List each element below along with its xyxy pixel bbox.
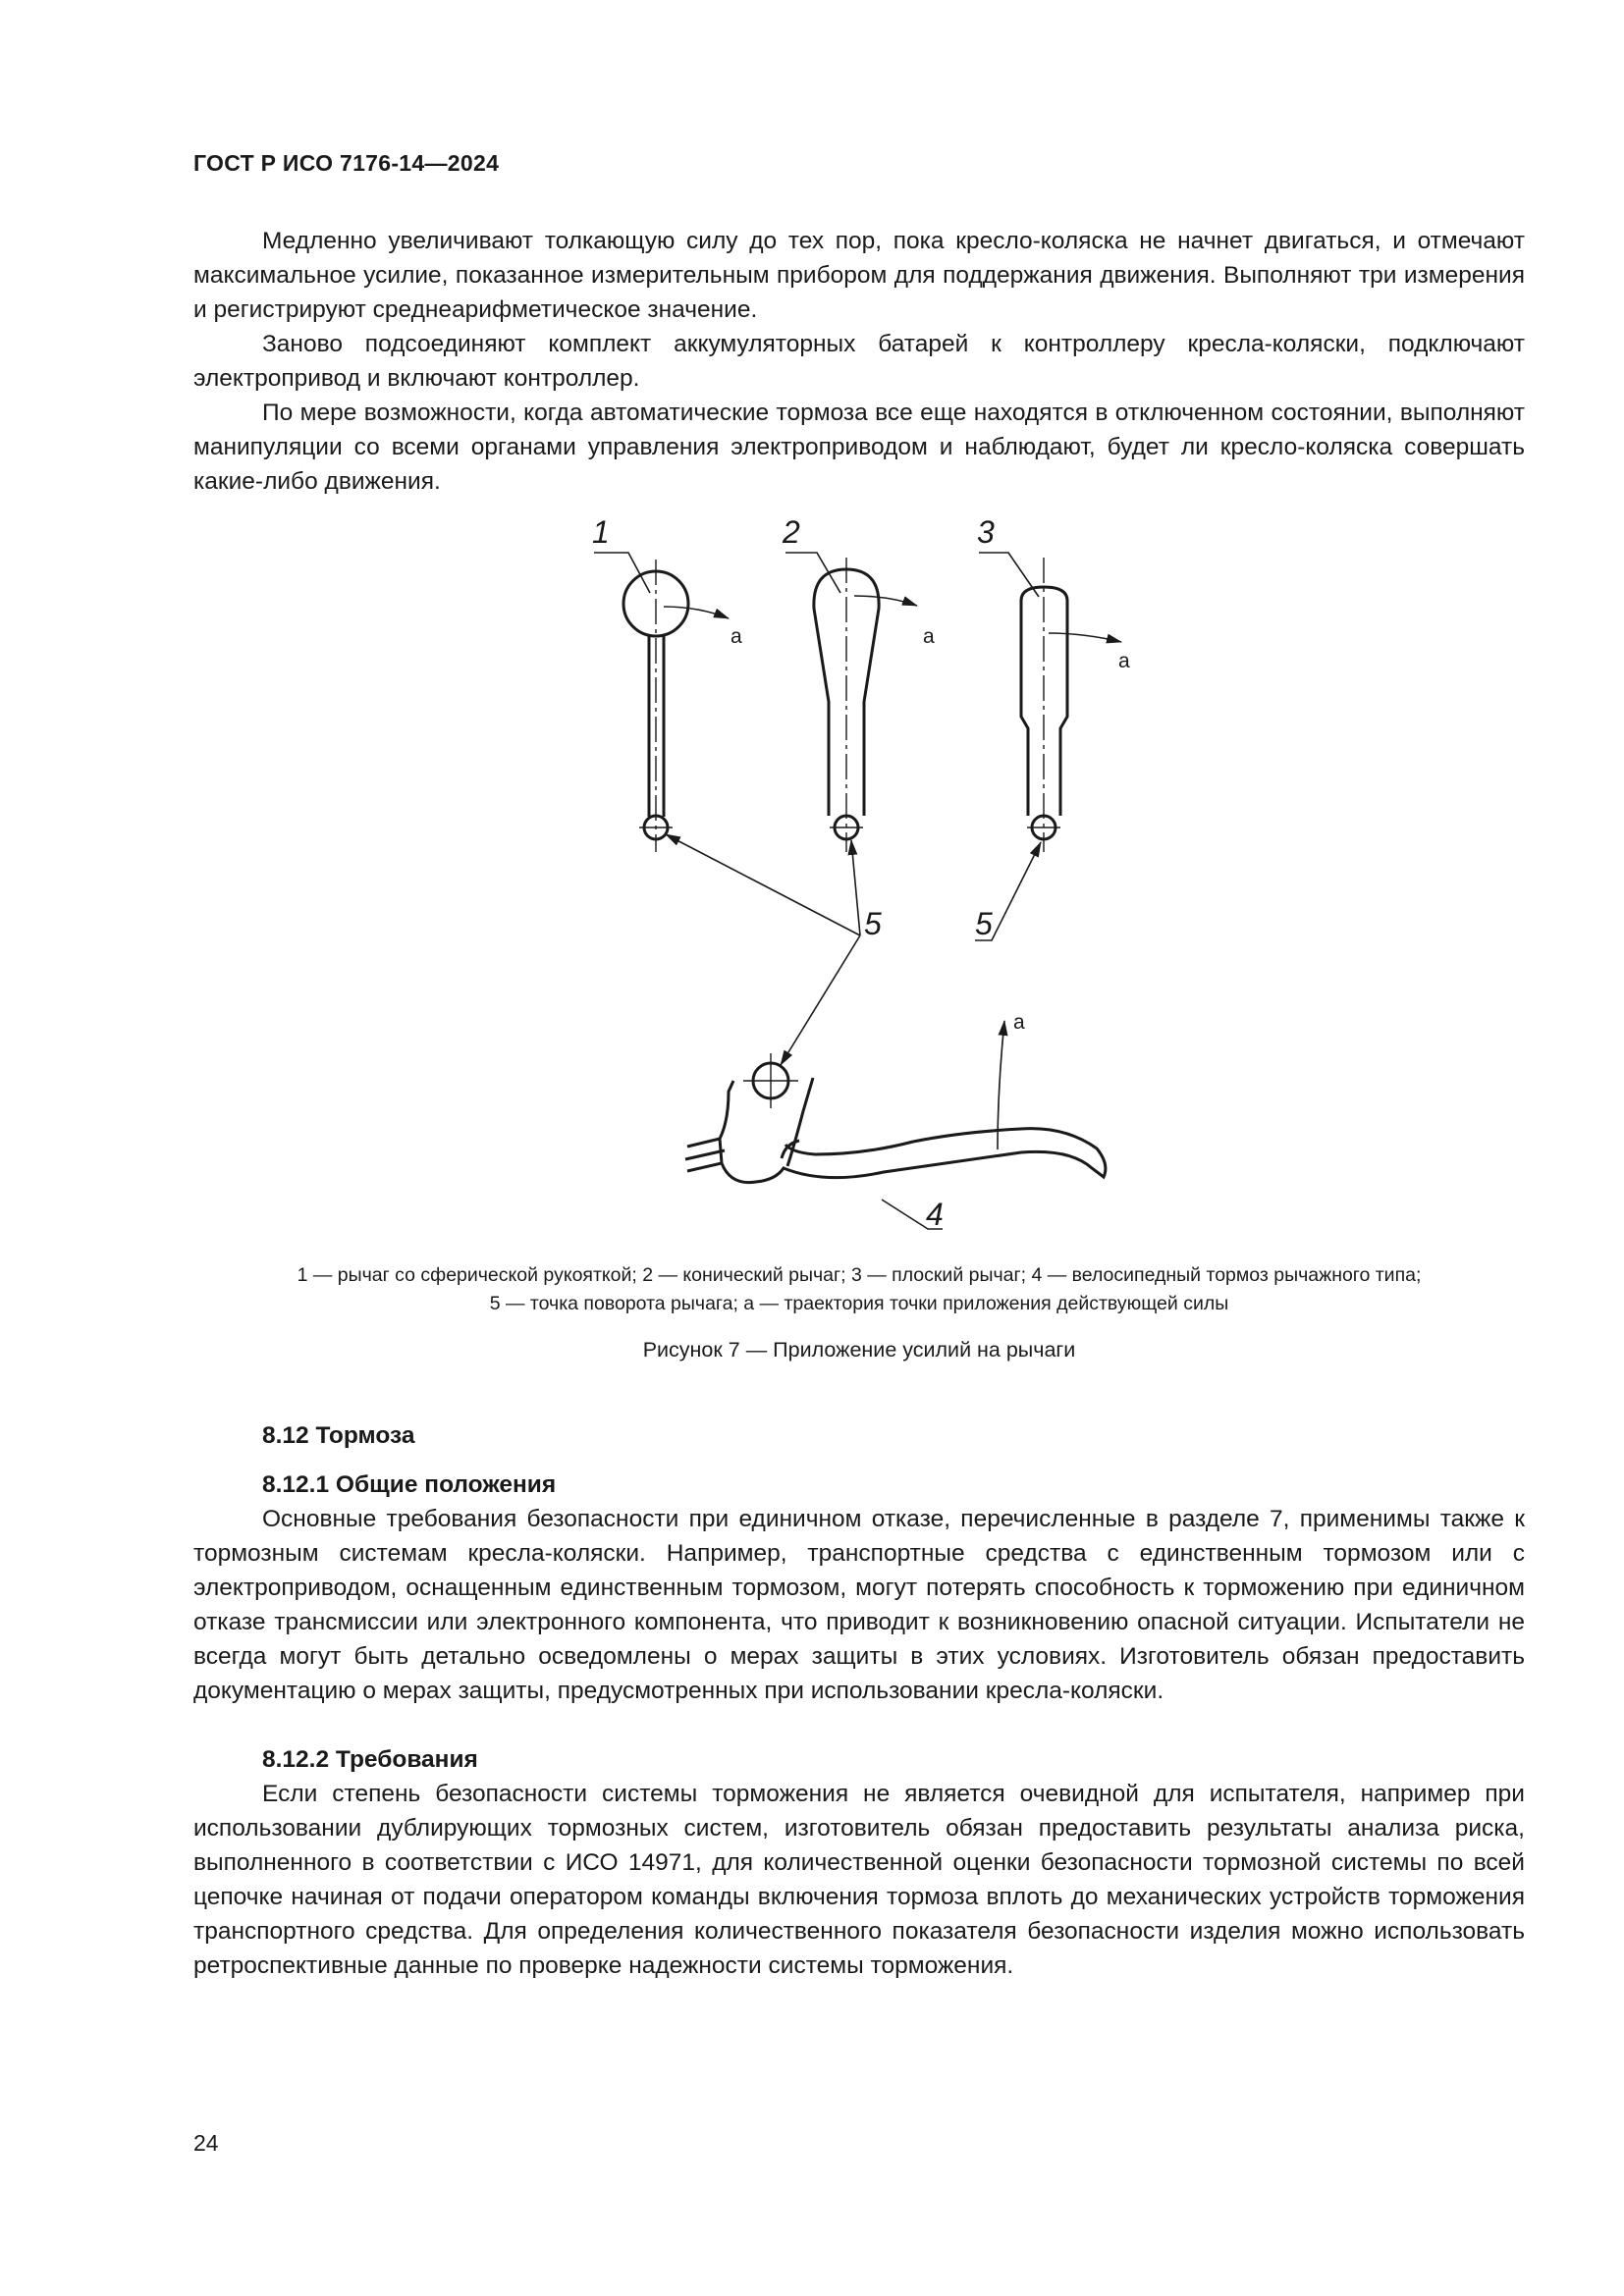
callout-2: 2 — [783, 514, 800, 550]
callout-5a: 5 — [864, 906, 882, 941]
callout-3: 3 — [977, 514, 995, 550]
page-number: 24 — [193, 2130, 219, 2156]
pivot-pointer-4 — [781, 935, 860, 1065]
flat-lever — [1021, 558, 1067, 852]
force-label-4: a — [1013, 1011, 1025, 1034]
force-arrow-1 — [664, 607, 729, 618]
pivot-pointer-1 — [666, 834, 860, 935]
section-heading-8-12: 8.12 Тормоза — [262, 1422, 415, 1449]
document-header: ГОСТ Р ИСО 7176-14—2024 — [193, 150, 500, 176]
figure-caption: Рисунок 7 — Приложение усилий на рычаги — [642, 1338, 1076, 1362]
spherical-knob-lever — [623, 560, 688, 852]
callout-5b: 5 — [975, 906, 993, 941]
force-arrow-2 — [854, 596, 917, 606]
force-arrow-3 — [1049, 633, 1121, 642]
section-8-12-2-text: Если степень безопасности системы торможения не является очевидной для испытателя, например при использовании дублирующих тормозных систем, изготовитель обязан предоставить результаты анализа риска, выполненного в соответствии с ИСО 14971, для количественной оценки безопасности тормозной системы по всей цепочке начиная от подачи оператором команды включения тормоза вплоть до механических устройств торможения транспортного средства. Для определения количественного показателя безопасности изделия можно использовать ретроспективные данные по проверке надежности системы торможения. — [193, 1781, 1525, 1979]
section-heading-8-12-2: 8.12.2 Требования — [262, 1746, 478, 1773]
figure-legend-line-2: 5 — точка поворота рычага; а — траектория точки приложения действующей силы — [489, 1293, 1229, 1314]
force-label-3: a — [1118, 650, 1130, 672]
callout-1: 1 — [592, 514, 610, 550]
figure-legend-line-1: 1 — рычаг со сферической рукояткой; 2 — конический рычаг; 3 — плоский рычаг; 4 — велосипедный тормоз рычажного типа; — [297, 1264, 1422, 1286]
conical-lever — [814, 558, 879, 852]
intro-paragraph-3: По мере возможности, когда автоматические тормоза все еще находятся в отключенном состоянии, выполняют манипуляции со всеми органами управления электроприводом и наблюдают, будет ли кресло-коляска совершать какие-либо движения. — [193, 400, 1525, 495]
section-heading-8-12-1: 8.12.1 Общие положения — [262, 1471, 557, 1498]
force-label-1: a — [731, 625, 742, 648]
bicycle-brake-lever — [685, 1053, 1106, 1183]
force-label-2: a — [923, 625, 935, 648]
section-8-12-1-text: Основные требования безопасности при единичном отказе, перечисленные в разделе 7, применимы также к тормозным системам кресла-коляски. Например, транспортные средства с единственным тормозом или с электроприводом, оснащенным единственным тормозом, могут потерять способность к торможению при единичном отказе трансмиссии или электронного компонента, что приводит к возникновению опасной ситуации. Испытатели не всегда могут быть детально осведомлены о мерах защиты в этих условиях. Изготовитель обязан предоставить документацию о мерах защиты, предусмотренных при использовании кресла-коляски. — [193, 1506, 1525, 1704]
intro-paragraph-2: Заново подсоединяют комплект аккумуляторных батарей к контроллеру кресла-коляски, подключают электропривод и включают контроллер. — [193, 331, 1525, 392]
intro-paragraph-1: Медленно увеличивают толкающую силу до тех пор, пока кресло-коляска не начнет двигаться, и отмечают максимальное усилие, показанное измерительным прибором для поддержания движения. Выполняют три измерения и регистрируют среднеарифметическое значение. — [193, 228, 1525, 323]
callout-4: 4 — [926, 1197, 944, 1232]
pivot-pointer-2 — [851, 840, 860, 935]
